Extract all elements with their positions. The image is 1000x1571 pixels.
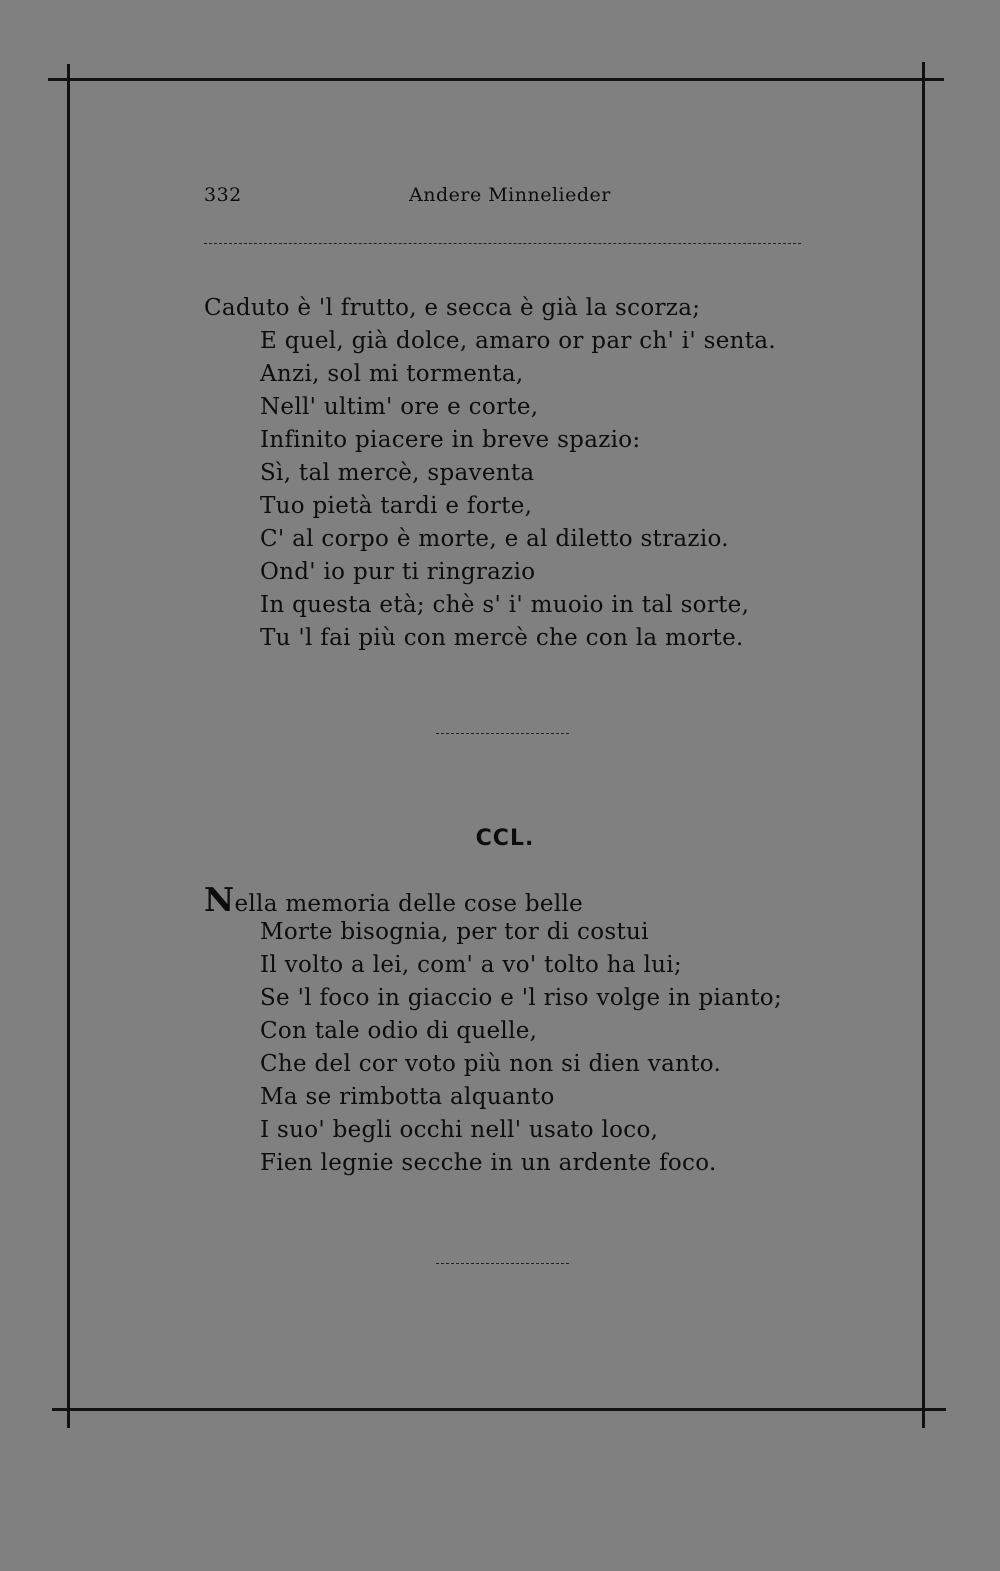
section-separator xyxy=(436,733,569,734)
poem-first-line xyxy=(204,880,844,919)
frame-top-rule xyxy=(48,78,944,81)
poem-line: Che del cor voto più non si dien vanto. xyxy=(260,1051,722,1077)
poem-continued xyxy=(204,292,844,655)
poem-line: E quel, già dolce, amaro or par ch' i' senta. xyxy=(260,328,776,354)
poem-line: Se 'l foco in giaccio e 'l riso volge in pianto; xyxy=(260,985,783,1011)
poem-line: Fien legnie secche in un ardente foco. xyxy=(260,1150,717,1176)
poem-line: Anzi, sol mi tormenta, xyxy=(260,361,524,387)
section-separator xyxy=(436,1263,569,1264)
poem-line: Sì, tal mercè, spaventa xyxy=(260,460,535,486)
poem-line: Infinito piacere in breve spazio: xyxy=(260,427,641,453)
poem-line: In questa età; chè s' i' muoio in tal sorte, xyxy=(260,592,750,618)
page-number: 332 xyxy=(204,184,242,206)
poem-line: Tu 'l fai più con mercè che con la morte. xyxy=(260,625,744,651)
poem-ccl xyxy=(204,880,844,1180)
frame-left-rule xyxy=(67,64,70,1428)
poem-line: Ma se rimbotta alquanto xyxy=(260,1084,555,1110)
running-title: Andere Minnelieder xyxy=(409,184,611,206)
frame-bottom-rule xyxy=(52,1408,946,1411)
poem-line: Il volto a lei, com' a vo' tolto ha lui; xyxy=(260,952,682,978)
poem-line: Tuo pietà tardi e forte, xyxy=(260,493,533,519)
frame-right-rule xyxy=(922,62,925,1428)
poem-line: I suo' begli occhi nell' usato loco, xyxy=(260,1117,659,1143)
running-header xyxy=(204,184,804,214)
initial-capital: N xyxy=(204,880,235,919)
poem-line: Morte bisognia, per tor di costui xyxy=(260,919,649,945)
poem-first-line-text: ella memoria delle cose belle xyxy=(234,891,584,917)
poem-line: C' al corpo è morte, e al diletto strazio. xyxy=(260,526,729,552)
poem-number: CCL. xyxy=(475,826,535,851)
poem-line: Nell' ultim' ore e corte, xyxy=(260,394,539,420)
header-rule xyxy=(204,243,801,244)
poem-line: Caduto è 'l frutto, e secca è già la scorza; xyxy=(204,295,701,321)
poem-line: Con tale odio di quelle, xyxy=(260,1018,538,1044)
poem-line: Ond' io pur ti ringrazio xyxy=(260,559,536,585)
